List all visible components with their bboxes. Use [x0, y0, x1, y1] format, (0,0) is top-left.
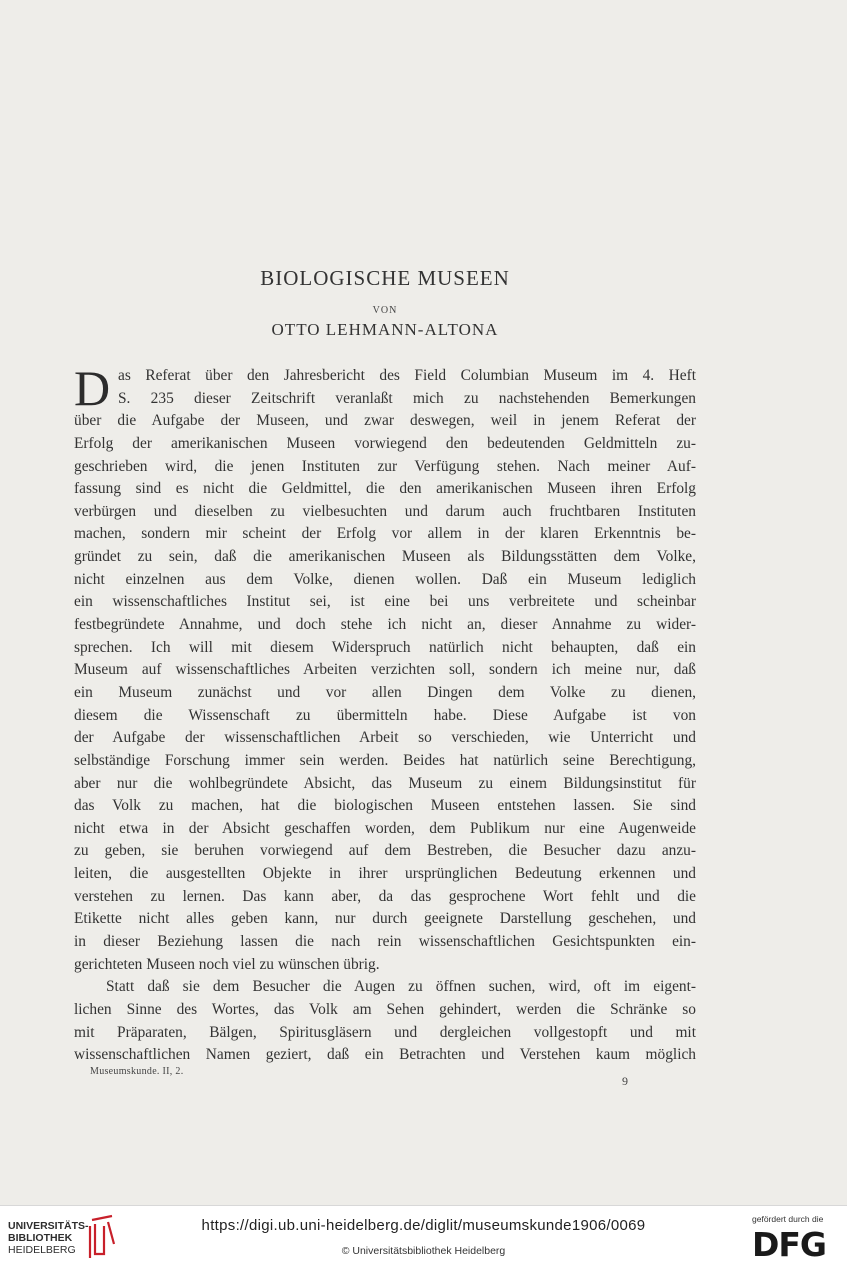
text-line: lichen Sinne des Wortes, das Volk am Sehen gehindert, werden die Schränke so	[74, 1000, 696, 1018]
dfg-logo[interactable]: DFG	[752, 1225, 827, 1264]
text-line: mit Präparaten, Bälgen, Spiritusgläsern und dergleichen vollgestopft und mit	[74, 1023, 696, 1041]
text-line: gerichteten Museen noch viel zu wünschen übrig.	[74, 955, 380, 973]
article-title: BIOLOGISCHE MUSEEN	[260, 266, 510, 290]
second-paragraph	[74, 976, 696, 1067]
text-line: Museum auf wissenschaftliches Arbeiten verzichten soll, sondern ich meine nur, daß	[74, 661, 696, 679]
text-line: Statt daß sie dem Besucher die Augen zu öffnen suchen, wird, oft im eigent-	[106, 978, 696, 996]
text-line: aber nur die wohlbegründete Absicht, das Museum zu einem Bildungsinstitut für	[74, 774, 696, 792]
text-line: der Aufgabe der wissenschaftlichen Arbeit so verschieden, wie Unterricht und	[74, 729, 696, 747]
text-line: verbürgen und dieselben zu vielbesuchten und darum auch fruchtbaren Instituten	[74, 502, 696, 520]
text-line: nicht etwa in der Absicht geschaffen worden, dem Publikum nur eine Augenweide	[74, 819, 696, 837]
library-name-line-2: BIBLIOTHEK	[8, 1232, 73, 1244]
text-line: selbständige Forschung immer sein werden. Beides hat natürlich seine Berechtigung,	[74, 751, 696, 769]
text-line: geschrieben wird, die jenen Instituten zur Verfügung stehen. Nach meiner Auf-	[74, 457, 696, 475]
text-line: in dieser Beziehung lassen die nach rein wissenschaftlichen Gesichtspunkten ein-	[74, 933, 696, 951]
text-line: Erfolg der amerikanischen Museen vorwiegend den bedeutenden Geldmitteln zu-	[74, 434, 696, 452]
text-line: fassung sind es nicht die Geldmittel, die den amerikanischen Museen ihren Erfolg	[74, 480, 696, 498]
text-line: ein wissenschaftliches Institut sei, ist eine bei uns verbreitete und scheinbar	[74, 593, 696, 611]
text-line: nicht einzelnen aus dem Volke, dienen wollen. Daß ein Museum lediglich	[74, 570, 696, 588]
text-line: S. 235 dieser Zeitschrift veranlaßt mich zu nachstehenden Bemerkungen	[118, 389, 696, 407]
by-label: VON	[372, 305, 398, 316]
first-paragraph	[74, 410, 696, 976]
text-line: diesem die Wissenschaft zu übermitteln habe. Diese Aufgabe ist von	[74, 706, 696, 724]
drop-cap-lines	[74, 360, 696, 416]
library-name-line-3: HEIDELBERG	[8, 1244, 76, 1256]
copyright-notice: © Universitätsbibliothek Heidelberg	[341, 1245, 506, 1257]
library-name-line-1: UNIVERSITÄTS-	[8, 1220, 89, 1232]
text-line: machen, sondern mir scheint der Erfolg vor allem in der klaren Erkenntnis be-	[74, 525, 696, 543]
page-number: 9	[622, 1074, 628, 1088]
permalink-url[interactable]: https://digi.ub.uni-heidelberg.de/diglit/museumskunde1906/0069	[201, 1217, 646, 1234]
text-line: über die Aufgabe der Museen, und zwar deswegen, weil in jenem Referat der	[74, 412, 696, 430]
text-line: verstehen zu lernen. Das kann aber, da das gesprochene Wort fehlt und die	[74, 887, 696, 905]
journal-signature: Museumskunde. II, 2.	[90, 1066, 184, 1077]
text-line: ein Museum zunächst und vor allen Dingen dem Volke zu dienen,	[74, 683, 696, 701]
text-line: wissenschaftlichen Namen geziert, daß ein Betrachten und Verstehen kaum möglich	[74, 1046, 696, 1064]
article-author: OTTO LEHMANN-ALTONA	[271, 320, 499, 339]
text-line: Etikette nicht alles geben kann, nur durch geeignete Darstellung geschehen, und	[74, 910, 696, 928]
text-line: sprechen. Ich will mit diesem Widerspruch natürlich nicht behaupten, daß ein	[74, 638, 696, 656]
text-line: gründet zu sein, daß die amerikanischen Museen als Bildungsstätten dem Volke,	[74, 548, 696, 566]
text-line: festbegründete Annahme, und doch stehe ich nicht an, dieser Annahme zu wider-	[74, 616, 696, 634]
library-footer-bar	[0, 1205, 847, 1268]
article-body	[74, 360, 696, 1067]
text-line: zu geben, sie beruhen vorwiegend auf dem Bestreben, die Besucher dazu anzu-	[74, 842, 696, 860]
text-line: das Volk zu machen, hat die biologischen Museen entstehen lassen. Sie sind	[74, 797, 696, 815]
dfg-caption: gefördert durch die	[752, 1214, 824, 1224]
drop-cap: D	[74, 360, 111, 416]
text-line: leiten, die ausgestellten Objekte in ihrer ursprünglichen Bedeutung erkennen und	[74, 865, 696, 883]
text-line: as Referat über den Jahresbericht des Field Columbian Museum im 4. Heft	[118, 367, 696, 384]
first-paragraph-opening	[74, 360, 696, 416]
